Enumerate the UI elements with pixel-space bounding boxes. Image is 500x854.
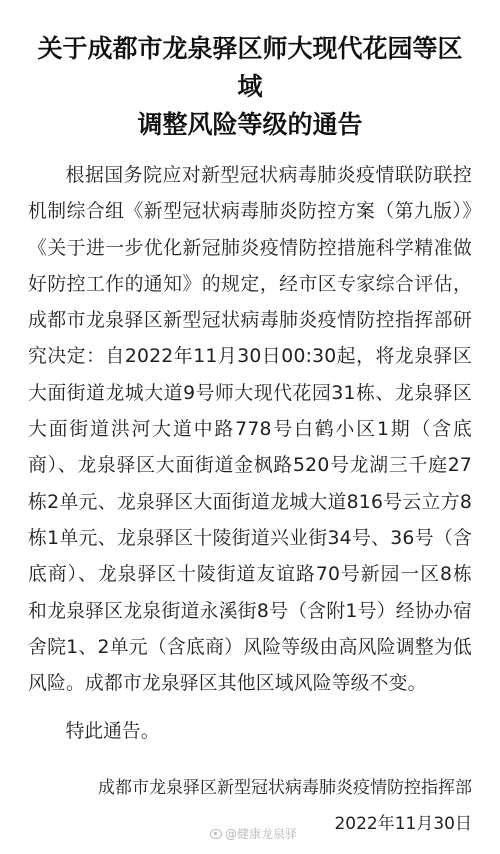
notice-title	[28, 30, 472, 144]
title-line-1: 关于成都市龙泉驿区师大现代花园等区域	[37, 34, 463, 101]
notice-body: 根据国务院应对新型冠状病毒肺炎疫情联防联控机制综合组《新型冠状病毒肺炎防控方案（第九版）》《关于进一步优化新冠肺炎疫情防控措施科学精准做好防控工作的通知》的规定，经市区专家综合评估，成都市龙泉驿区新型冠状病毒肺炎疫情防控指挥部研究决定：自2022年11月30日00:30起，将龙泉驿区大面街道龙城大道9号师大现代花园31栋、龙泉驿区大面街道洪河大道中路778号白鹤小区1期（含底商）、龙泉驿区大面街道金枫路520号龙湖三千庭27栋2单元、龙泉驿区大面街道龙城大道816号云立方8栋1单元、龙泉驿区十陵街道兴业街34号、36号（含底商）、龙泉驿区十陵街道友谊路70号新园一区8栋和龙泉驿区龙泉街道永溪街8号（含附1号）经协办宿舍院1、2单元（含底商）风险等级由高风险调整为低风险。成都市龙泉驿区其他区域风险等级不变。	[28, 165, 472, 695]
title-line-2: 调整风险等级的通告	[137, 110, 363, 139]
weibo-watermark	[210, 826, 297, 842]
notice-closing: 特此通告。	[65, 721, 160, 743]
notice-date: 2022年11月30日	[334, 814, 472, 834]
weibo-icon	[210, 829, 222, 839]
watermark-text: @健康龙泉驿	[225, 827, 298, 841]
issuer-signature: 成都市龙泉驿区新型冠状病毒肺炎疫情防控指挥部	[98, 778, 472, 798]
